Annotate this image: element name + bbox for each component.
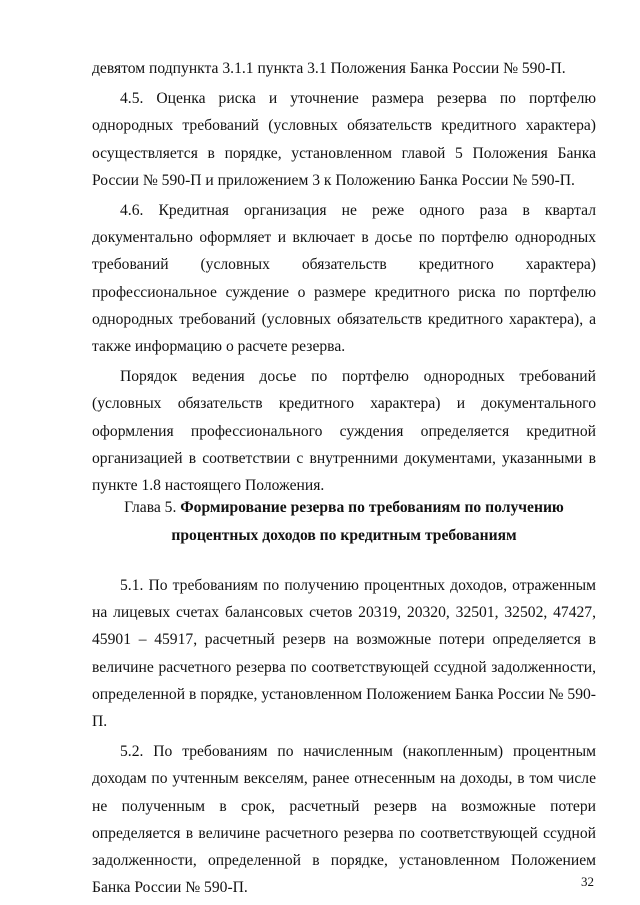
paragraph-5-1: 5.1. По требованиям по получению процентных доходов, отраженным на лицевых счетах балансовых счетов 20319, 20320, 32501, 32502, 47427, 45901 – 45917, расчетный резерв на возможные потери определяется в величине расчетного резерва по соответствующей ссудной задолженности, определенной в порядке, установленном Положением Банка России № 590-П.: [92, 577, 596, 731]
paragraph-5-2: 5.2. По требованиям по начисленным (накопленным) процентным доходам по учтенным векселям, ранее отнесенным на доходы, в том числе не полученным в срок, расчетный резерв на возможные потери определяется в величине расчетного резерва по соответствующей ссудной задолженности, определенной в порядке, установленном Положением Банка России № 590-П.: [92, 743, 596, 897]
chapter-prefix: Глава 5.: [124, 499, 177, 516]
chapter-title-line2: процентных доходов по кредитным требованиям: [171, 526, 517, 544]
page-number: 32: [581, 874, 594, 889]
body-text-bottom: [92, 572, 596, 901]
chapter-title-line1: Формирование резерва по требованиям по получению: [180, 499, 564, 516]
paragraph-continuation: девятом подпункта 3.1.1 пункта 3.1 Положения Банка России № 590-П.: [92, 60, 566, 77]
paragraph-4-6: 4.6. Кредитная организация не реже одного раза в квартал документально оформляет и включает в досье по портфелю однородных требований (условных обязательств кредитного характера) профессиональное суждение о размере кредитного риска по портфелю однородных требований (условных обязательств кредитного характера), а также информацию о расчете резерва.: [92, 202, 596, 356]
chapter-heading: [92, 494, 596, 549]
paragraph-dossier-procedure: Порядок ведения досье по портфелю однородных требований (условных обязательств кредитного характера) и документального оформления профессионального суждения определяется кредитной организацией в соответствии с внутренними документами, указанными в пункте 1.8 настоящего Положения.: [92, 368, 596, 495]
paragraph-4-5: 4.5. Оценка риска и уточнение размера резерва по портфелю однородных требований (условных обязательств кредитного характера) осуществляется в порядке, установленном главой 5 Положения Банка России № 590-П и приложением 3 к Положению Банка России № 590-П.: [92, 90, 596, 189]
chapter-heading-line1: [92, 494, 596, 522]
body-text-top: [92, 55, 596, 499]
